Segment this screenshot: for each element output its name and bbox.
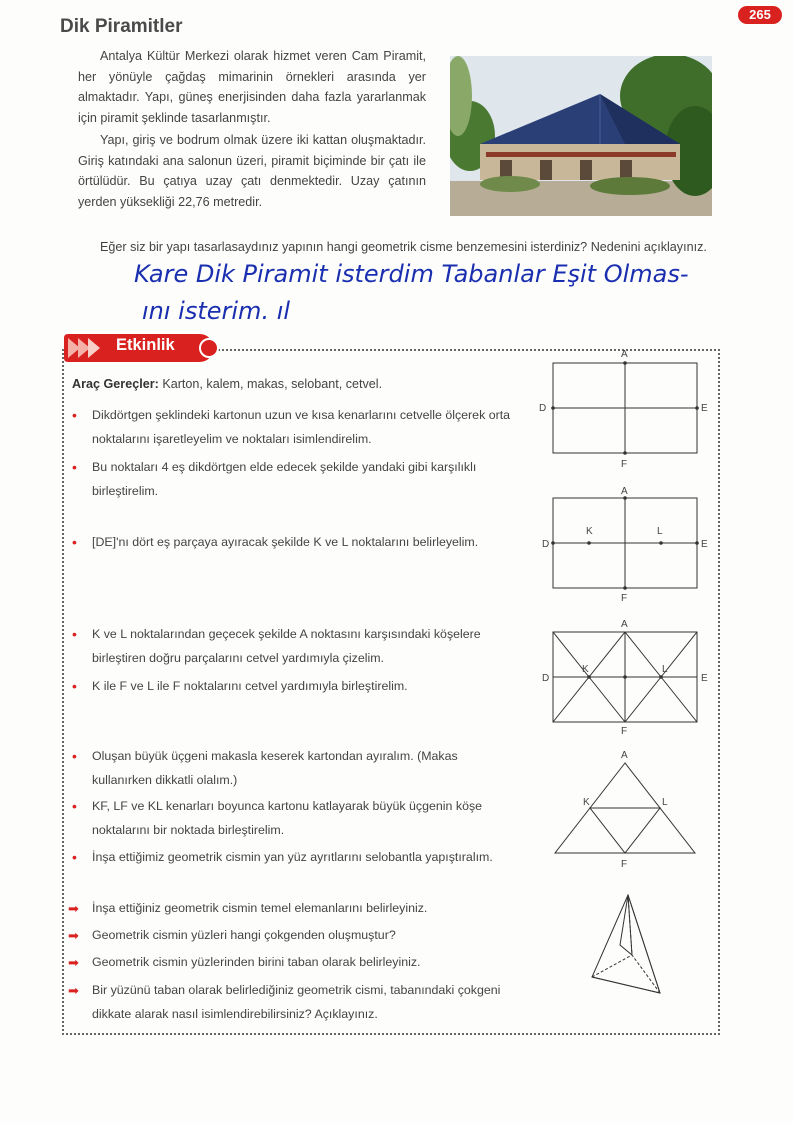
handwritten-answer-line-1: Kare Dik Piramit isterdim Tabanlar Eşit Olmas- [134, 260, 689, 288]
step-7: • KF, LF ve KL kenarları boyunca kartonu katlayarak büyük üçgenin köşe noktalarını bir noktada birleştirelim. [72, 798, 483, 837]
label-E: E [701, 539, 708, 550]
step-8: • İnşa ettiğimiz geometrik cismin yan yüz ayrıtlarını selobantla yapıştıralım. [72, 849, 493, 865]
label-D: D [542, 673, 550, 684]
figure-3-triangle-lines [530, 616, 720, 741]
tools-label: Araç Gereçler: [72, 377, 159, 391]
glass-pyramid-photo [450, 56, 712, 216]
label-A: A [621, 349, 628, 360]
step-1: • Dikdörtgen şeklindeki kartonun uzun ve kısa kenarlarını cetvelle ölçerek orta noktalarını işaretleyelim ve noktaları isimlendirelim. [72, 407, 511, 446]
figure-4-cut-triangle [545, 748, 710, 873]
intro-paragraph-1: Antalya Kültür Merkezi olarak hizmet veren Cam Piramit, her yönüyle çağdaş mimarinin örnekleri arasında yer almaktadır. Yapı, güneş enerjisinden daha fazla yararlanmak için piramit şeklinde tasarlanmıştır. [78, 49, 426, 125]
question-3: ➡ Geometrik cismin yüzlerinden birini taban olarak belirleyiniz. [68, 955, 421, 970]
page-title: Dik Piramitler [60, 16, 183, 37]
tools-line [72, 377, 382, 391]
figure-2-k-l-points [530, 482, 720, 607]
question-2: ➡ Geometrik cismin yüzleri hangi çokgenden oluşmuştur? [68, 928, 396, 943]
label-F: F [621, 593, 628, 604]
label-K: K [583, 797, 590, 808]
label-A: A [621, 750, 628, 761]
question-1: ➡ İnşa ettiğiniz geometrik cismin temel elemanlarını belirleyiniz. [68, 901, 428, 916]
label-L: L [657, 526, 663, 537]
label-E: E [701, 403, 708, 414]
label-A: A [621, 619, 628, 630]
label-E: E [701, 673, 708, 684]
label-F: F [621, 459, 628, 470]
label-L: L [662, 664, 668, 675]
question-4: ➡ Bir yüzünü taban olarak belirlediğiniz geometrik cismi, tabanındaki çokgeni dikkate alarak nasıl isimlendirebilirsiniz? Açıklayınız. [68, 983, 501, 1021]
label-K: K [586, 526, 593, 537]
label-F: F [621, 726, 628, 737]
step-5: • K ile F ve L ile F noktalarını cetvel yardımıyla birleştirelim. [72, 678, 408, 694]
label-D: D [539, 403, 547, 414]
label-F: F [621, 859, 628, 870]
label-A: A [621, 486, 628, 497]
etkinlik-title: Etkinlik [116, 336, 175, 354]
step-3: • [DE]'nı dört eş parçaya ayıracak şekilde K ve L noktalarını belirleyelim. [72, 534, 479, 550]
tools-text: Karton, kalem, makas, selobant, cetvel. [162, 377, 383, 391]
label-L: L [662, 797, 668, 808]
step-6: • Oluşan büyük üçgeni makasla keserek kartondan ayıralım. (Makas kullanırken dikkatli olalım.) [72, 748, 458, 787]
label-D: D [542, 539, 550, 550]
step-4: • K ve L noktalarından geçecek şekilde A noktasını karşısındaki köşelere birleştiren doğru parçalarını cetvel yardımıyla çizelim. [72, 626, 481, 665]
handwritten-answer [134, 256, 794, 330]
page-number: 265 [738, 6, 782, 24]
intro-paragraph-2: Yapı, giriş ve bodrum olmak üzere iki kattan oluşmaktadır. Giriş katındaki ana salonun üzeri, piramit biçiminde bir çatı ile örtülüdür. Bu çatıya uzay çatı denmektedir. Uzay çatının yerden yüksekliği 22,76 metredir. [78, 133, 426, 209]
handwritten-answer-line-2: ını isterim. ıl [142, 297, 291, 325]
figure-5-folded-pyramid [580, 885, 680, 1005]
label-K: K [582, 664, 589, 675]
design-question: Eğer siz bir yapı tasarlasaydınız yapının hangi geometrik cisme benzemesini isterdiniz? Nedenini açıklayınız. [100, 240, 707, 254]
figure-1-rectangle-midpoints [530, 345, 720, 470]
step-2: • Bu noktaları 4 eş dikdörtgen elde edecek şekilde yandaki gibi karşılıklı birleştirelim. [72, 459, 477, 498]
